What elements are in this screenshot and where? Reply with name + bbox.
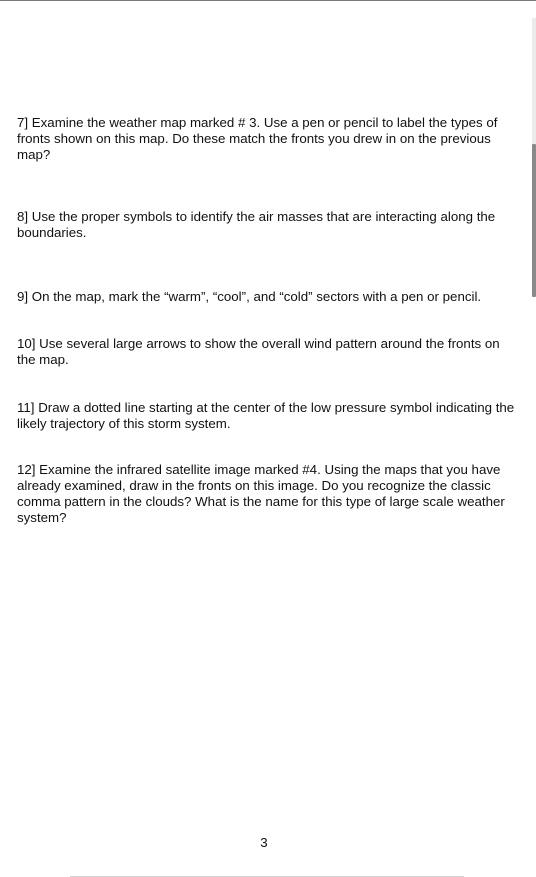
vertical-scrollbar[interactable]	[532, 1, 536, 877]
top-border	[0, 0, 536, 1]
scrollbar-track-upper[interactable]	[532, 18, 536, 144]
question-8: 8] Use the proper symbols to identify the air masses that are interacting along the boundaries.	[17, 209, 496, 240]
question-11: 11] Draw a dotted line starting at the center of the low pressure symbol indicating the likely trajectory of this storm system.	[17, 400, 515, 431]
question-7: 7] Examine the weather map marked # 3. Use a pen or pencil to label the types of fronts shown on this map. Do these match the fronts you drew in on the previous map?	[17, 115, 498, 162]
question-10: 10] Use several large arrows to show the overall wind pattern around the fronts on the map.	[17, 336, 500, 367]
question-12: 12] Examine the infrared satellite image marked #4. Using the maps that you have already examined, draw in the fronts on this image. Do you recognize the classic comma pattern in the clouds? What is the name for this type of large scale weather system?	[17, 462, 505, 525]
question-9: 9] On the map, mark the “warm”, “cool”, and “cold” sectors with a pen or pencil.	[17, 289, 482, 304]
scrollbar-thumb[interactable]	[532, 144, 536, 297]
page-number: 3	[260, 835, 268, 850]
